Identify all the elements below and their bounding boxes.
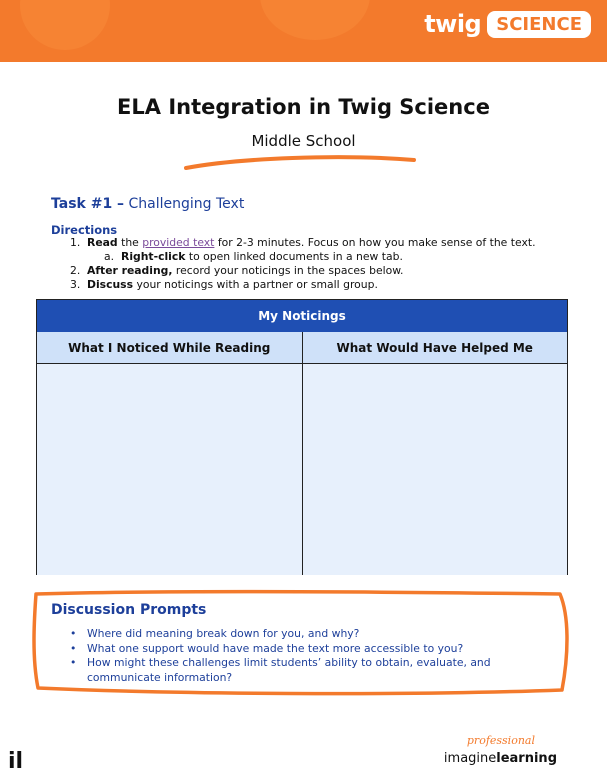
task-heading — [51, 196, 244, 212]
helped-response-area[interactable] — [303, 364, 568, 575]
page-subtitle: Middle School — [251, 132, 356, 150]
page-title: ELA Integration in Twig Science — [117, 95, 490, 119]
list-number: 1. — [70, 236, 81, 249]
bullet-icon: • — [70, 641, 77, 655]
prompt-text: Where did meaning break down for you, and why? — [87, 627, 360, 640]
twig-science-logo — [424, 10, 591, 38]
bold-text: Discuss — [87, 278, 134, 291]
noticings-table — [36, 299, 568, 575]
imagine-learning-logo — [444, 734, 557, 766]
list-text — [87, 236, 536, 250]
il-logo-mark: il — [8, 749, 24, 774]
list-item — [70, 627, 530, 642]
task-name: Challenging Text — [128, 196, 245, 212]
noticed-response-area[interactable] — [37, 364, 303, 575]
directions-heading: Directions — [51, 223, 118, 237]
prompt-text: What one support would have made the text more accessible to you? — [87, 641, 464, 655]
table-body — [37, 364, 567, 575]
plain-text: record your noticings in the spaces below. — [172, 264, 404, 277]
list-number: a. — [104, 250, 115, 263]
logo-learning: learning — [496, 751, 557, 766]
provided-text-link[interactable]: provided text — [142, 236, 215, 249]
task-number: Task #1 – — [51, 196, 125, 212]
logo-imagine-learning — [444, 751, 557, 766]
table-column-headers — [37, 332, 567, 364]
list-item — [70, 656, 530, 685]
list-item — [70, 642, 530, 657]
list-number: 2. — [70, 264, 81, 277]
plain-text: the — [117, 236, 143, 249]
list-item — [70, 278, 536, 292]
plain-text: for 2-3 minutes. Focus on how you make sense of the text. — [214, 236, 536, 249]
plain-text: your noticings with a partner or small group. — [133, 278, 378, 291]
logo-twig: twig — [424, 10, 482, 38]
discussion-prompts-list — [70, 627, 530, 685]
directions-list — [70, 236, 536, 292]
bullet-icon: • — [70, 656, 77, 669]
header-banner — [0, 0, 607, 62]
logo-professional: professional — [466, 734, 535, 747]
prompt-text: How might these challenges limit students’ ability to obtain, evaluate, and communicate information? — [87, 656, 491, 684]
banner-decoration — [260, 0, 370, 40]
plain-text: to open linked documents in a new tab. — [185, 250, 403, 263]
banner-decoration — [20, 0, 110, 50]
list-item — [70, 236, 536, 250]
table-title: My Noticings — [37, 300, 567, 332]
orange-underline-swoosh — [180, 152, 420, 174]
list-text — [121, 250, 403, 264]
logo-imagine: imagine — [443, 751, 497, 766]
column-header-helped: What Would Have Helped Me — [336, 340, 533, 355]
bold-text: After reading, — [87, 264, 173, 277]
logo-science: SCIENCE — [487, 11, 591, 38]
column-header-noticed: What I Noticed While Reading — [37, 332, 303, 363]
list-number: 3. — [70, 278, 81, 291]
bold-text: Right-click — [121, 250, 186, 263]
list-text — [87, 264, 403, 278]
list-item — [70, 250, 536, 264]
list-text — [87, 278, 378, 292]
bullet-icon: • — [70, 627, 77, 640]
list-item — [70, 264, 536, 278]
discussion-prompts-heading: Discussion Prompts — [51, 602, 207, 618]
bold-text: Read — [87, 236, 118, 249]
